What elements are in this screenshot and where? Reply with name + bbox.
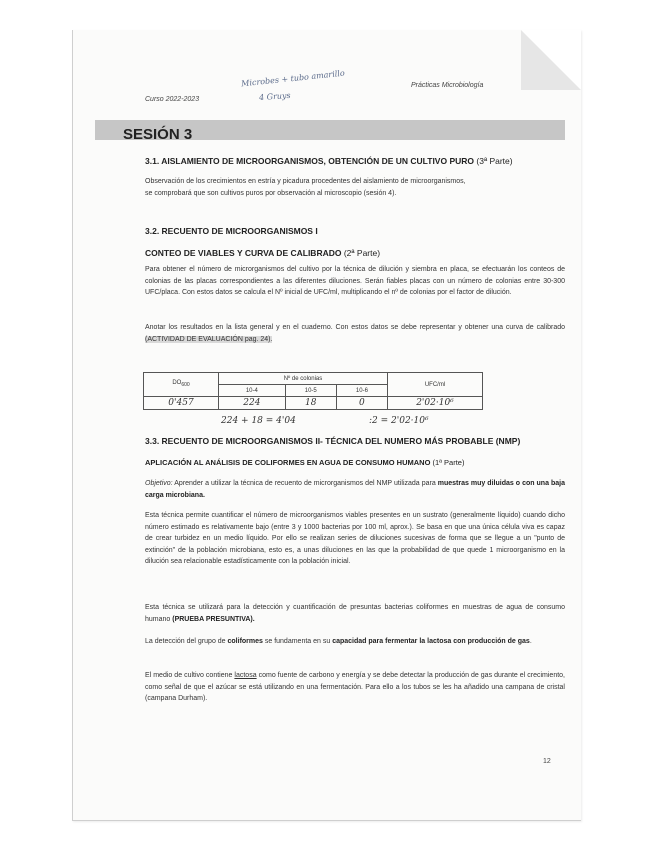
header-dilution-1: 10-4 <box>219 385 286 397</box>
coliform-bold-b: coliformes <box>227 638 263 645</box>
section-3-1-line-2: se comprobará que son cultivos puros por observación al microscopio (sesión 4). <box>145 189 397 197</box>
medium-underline-lactosa: lactosa <box>234 672 257 679</box>
section-3-1-paragraph <box>145 176 565 199</box>
section-3-2-paragraph-1: Para obtener el número de microrganismos del cultivo por la técnica de dilución y siembra en placa, se efectuarán los conteos de colonias de las placas correspondientes a las diferentes diluciones. Serán fiables placas con un número de colonias entre 30-300 UFC/placa. Con estos datos se calcula el Nº inicial de UFC/ml, multiplicando el nº de colonias por el factor de dilución. <box>145 266 565 296</box>
section-3-2-subtitle <box>145 248 380 258</box>
subject-label: Prácticas Microbiología <box>411 82 484 89</box>
section-3-2-p2-text: Anotar los resultados en la lista general y en el cuaderno. Con estos datos se debe representar y obtener una curva de calibrado <box>145 324 565 331</box>
presumptive-text: Esta técnica se utilizará para la detección y cuantificación de presuntas bacterias coliformes en muestras de agua de consumo humano <box>145 604 565 623</box>
cell-ufc-value: 2'02·10⁶ <box>388 397 483 410</box>
section-3-3-subtitle-text: APLICACIÓN AL ANÁLISIS DE COLIFORMES EN AGUA DE CONSUMO HUMANO <box>145 458 431 467</box>
handwritten-division: :2 = 2'02·10⁶ <box>369 416 429 426</box>
section-3-3-title: 3.3. RECUENTO DE MICROORGANISMOS II- TÉCNICA DEL NUMERO MÁS PROBABLE (NMP) <box>145 436 521 446</box>
medium-paragraph <box>145 670 565 705</box>
section-3-1-title-text: 3.1. AISLAMIENTO DE MICROORGANISMOS, OBTENCIÓN DE UN CULTIVO PURO <box>145 156 475 166</box>
handwritten-sum: 224 + 18 = 4'04 <box>221 416 296 426</box>
section-3-1-title-suffix: (3ª Parte) <box>476 156 513 166</box>
header-do-text: DO <box>172 380 182 387</box>
document-page <box>72 30 581 821</box>
coliform-paragraph <box>145 636 565 648</box>
header-dilution-2: 10-5 <box>285 385 336 397</box>
objective-bold: muestras muy diluidas o con una baja carga microbiana. <box>145 480 566 499</box>
course-label: Curso 2022-2023 <box>145 96 200 103</box>
header-do-sub: 600 <box>181 382 190 389</box>
cell-do-value: 0'457 <box>144 397 219 410</box>
section-3-1-title <box>145 156 513 166</box>
page-fold-corner <box>521 30 581 90</box>
presumptive-bold: (PRUEBA PRESUNTIVA). <box>172 615 255 623</box>
presumptive-paragraph <box>145 602 565 625</box>
section-3-2-title: 3.2. RECUENTO DE MICROORGANISMOS I <box>145 226 318 236</box>
colony-count-table <box>143 372 483 410</box>
evaluation-activity-highlight: (ACTIVIDAD DE EVALUACIÓN pag. 24). <box>145 335 273 343</box>
objective-paragraph <box>145 478 565 501</box>
header-colonias: Nº de colonias <box>219 373 388 385</box>
objective-text: Aprender a utilizar la técnica de recuento de microrganismos del NMP utilizada para <box>172 480 436 487</box>
medium-text-c: como fuente de carbono y energía y se debe detectar la producción de gas durante el crecimiento, como señal de que el azúcar se está utilizando en una fermentación. Para ello a los tubos se les ha añadido una campana de cristal (campana Durham). <box>145 672 565 702</box>
handwritten-note-2: 4 Gruys <box>258 90 291 103</box>
session-title: SESIÓN 3 <box>123 126 193 143</box>
section-3-1-line-1: Observación de los crecimientos en estría y picadura procedentes del aislamiento de microorganismos, <box>145 178 466 185</box>
coliform-text-a: La detección del grupo de <box>145 638 228 645</box>
medium-text-a: El medio de cultivo contiene <box>145 672 235 679</box>
handwritten-note-1: Microbes + tubo amarillo <box>240 68 346 89</box>
cell-colonies-2: 18 <box>285 397 336 410</box>
cell-colonies-1: 224 <box>219 397 286 410</box>
objective-label: Objetivo: <box>145 480 173 487</box>
coliform-bold-d: capacidad para fermentar la lactosa con producción de gas <box>332 638 530 645</box>
technique-paragraph: Esta técnica permite cuantificar el número de microorganismos viables presentes en un sustrato (generalmente líquido) cuando dicho número estimado es relativamente bajo (entre 3 y 1000 bacterias por 100 ml, aprox.). Se basa en que una única célula viva es capaz de crear turbidez en un medio líquido. Por ello se realizan series de diluciones sucesivas de forma que se llegue a un "punto de extinción" de la población microbiana, esto es, a unas diluciones en las que la probabilidad de que quede 1 microorganismo en la dilución sea relacionable estadísticamente con la población inicial. <box>145 512 565 565</box>
header-do <box>144 373 219 397</box>
coliform-text-c: se fundamenta en su <box>262 638 333 645</box>
section-3-2-subtitle-suffix: (2ª Parte) <box>343 248 381 258</box>
header-dilution-3: 10-6 <box>336 385 387 397</box>
cell-colonies-3: 0 <box>336 397 387 410</box>
section-3-3-subtitle <box>145 458 464 467</box>
section-3-3-subtitle-suffix: (1ª Parte) <box>432 458 465 467</box>
section-3-2-paragraph-2 <box>145 322 565 345</box>
section-3-2-subtitle-text: CONTEO DE VIABLES Y CURVA DE CALIBRADO <box>145 248 342 258</box>
header-ufc: UFC/ml <box>388 373 483 397</box>
coliform-text-e: . <box>529 638 532 645</box>
page-number: 12 <box>543 758 551 765</box>
